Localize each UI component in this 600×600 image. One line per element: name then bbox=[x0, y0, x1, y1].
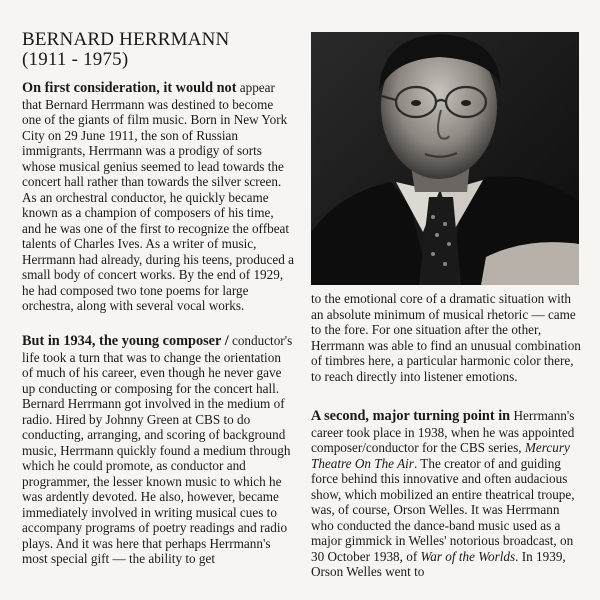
section-first-consideration bbox=[22, 80, 294, 314]
portrait-photo-icon bbox=[311, 32, 579, 285]
section-lead: On first consideration, it would not bbox=[22, 80, 237, 96]
section-body-b: . The creator of and guiding force behind this innovative and often audacious show, which mobilized an entire theatrical troupe, was, of course, Orson Welles. It was Herrmann who conducted the dance-band music used as a major gimmick in Welles' notorious broadcast, on 30 October 1938, of bbox=[311, 455, 575, 564]
title-years: (1911 - 1975) bbox=[22, 49, 129, 70]
section-body-c: . In 1939, Orson Welles went to bbox=[311, 548, 566, 579]
section-continued bbox=[311, 291, 583, 384]
section-young-composer bbox=[22, 333, 294, 567]
portrait-photo bbox=[311, 32, 579, 285]
section-lead: But in 1934, the young composer / bbox=[22, 333, 229, 349]
title-name: BERNARD HERRMANN bbox=[22, 29, 230, 50]
series-title: Mercury Theatre On The Air bbox=[311, 440, 570, 471]
broadcast-title: War of the Worlds bbox=[420, 548, 516, 564]
page-title bbox=[22, 30, 229, 70]
section-lead: A second, major turning point in bbox=[311, 408, 511, 424]
section-body: conductor's life took a turn that was to change the orientation of much of his career, even though he never gave up conducting or composing for the concert hall. Bernard Herrmann got involved in the medium of radio. Hired by Johnny Green at CBS to do conducting, arranging, and scoring of background music, Herrmann quickly found a medium through which he could promote, as conductor and programmer, the lesser known music to which he was ardently devoted. He also, however, became immediately involved in writing musical cues to accompany programs of poetry readings and radio plays. And it was here that perhaps Herrmann's most special gift — the ability to get bbox=[22, 333, 293, 566]
section-body-a: Herrmann's career took place in 1938, when he was appointed composer/conductor for the CBS series, bbox=[311, 408, 575, 455]
section-body: to the emotional core of a dramatic situation with an absolute minimum of musical rhetoric — came to the fore. For one situation after the other, Herrmann was able to find an unusual combination of timbres here, a particular harmonic color there, to reach directly into listener emotions. bbox=[311, 291, 581, 384]
section-turning-point bbox=[311, 408, 583, 580]
section-body: appear that Bernard Herrmann was destined to become one of the giants of film music. Born in New York City on 29 June 1911, the son of Russian immigrants, Herrmann was a prodigy of sorts whose musical genius seemed to lead towards the concert hall rather than towards the silver screen. As an orchestral conductor, he quickly became known as a champion of composers of his time, and he was one of the first to recognize the offbeat talents of Charles Ives. As a writer of music, Herrmann had already, during his teens, produced a small body of concert works. By the end of 1929, he had composed two tone poems for large orchestra, along with several vocal works. bbox=[22, 80, 294, 313]
